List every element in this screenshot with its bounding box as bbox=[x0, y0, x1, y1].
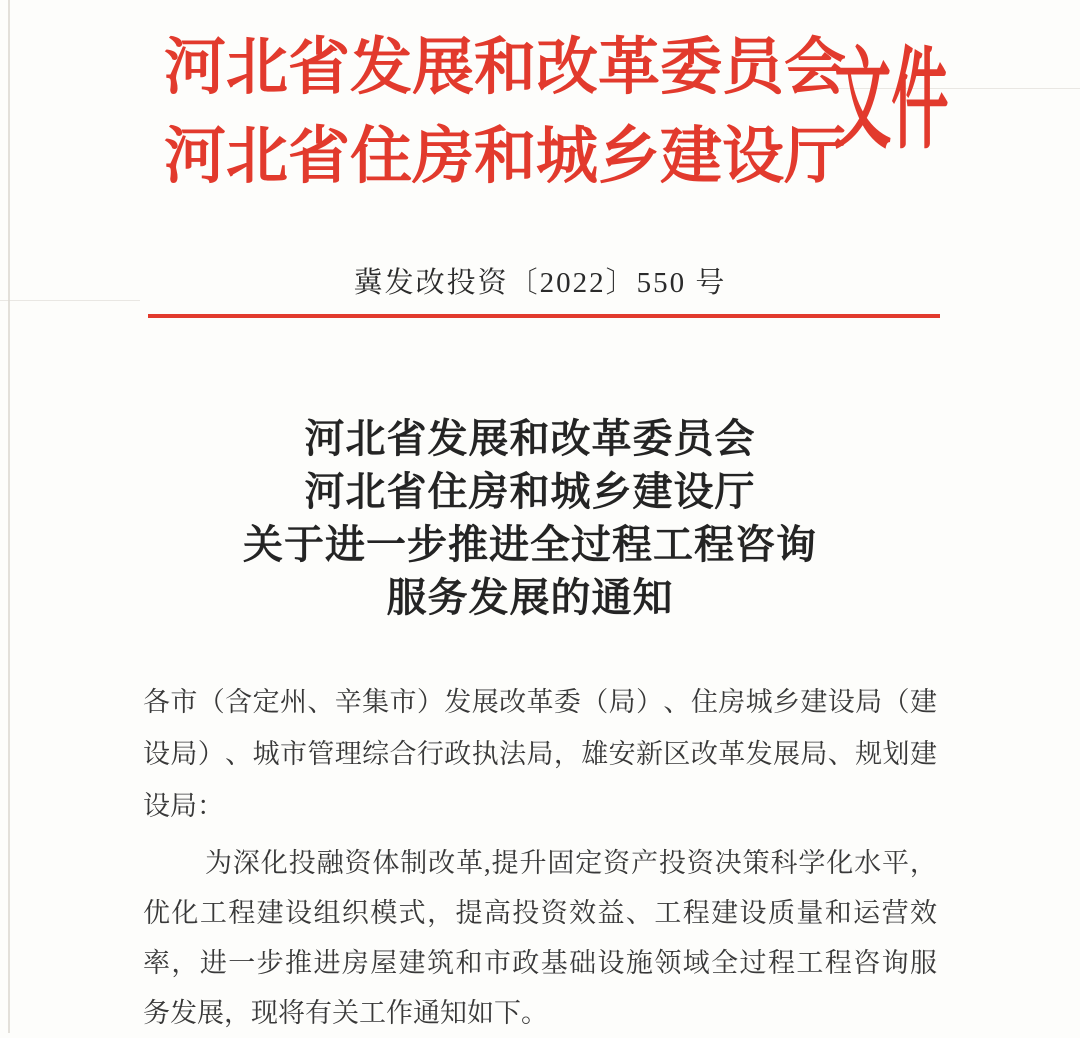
body-paragraph bbox=[143, 838, 937, 1038]
body-line: 为 深 化 投 融 资 体 制 改 革 , 提 升 固 定 资 产 投 资 决 策 科 学 化 水 平 ， bbox=[205, 848, 937, 878]
title-line-4: 服务发展的通知 bbox=[386, 575, 674, 620]
salutation-line: 设局： bbox=[143, 791, 224, 821]
letterhead bbox=[55, 24, 955, 202]
body-line: 优 化 工 程 建 设 组 织 模 式 ， 提 高 投 资 效 益 、 工 程 建 设 质 量 和 运 营 效 bbox=[143, 898, 937, 928]
salutation bbox=[143, 676, 937, 832]
letterhead-org-line-1: 河北省发展和改革委员会 bbox=[163, 34, 846, 102]
doc-number: 冀发改投资〔2022〕550 号 bbox=[353, 267, 727, 299]
salutation-line: 各 市 （ 含 定 州 、 辛 集 市 ） 发 展 改 革 委 （ 局 ） 、 住 房 城 乡 建 设 局 （ 建 bbox=[143, 687, 937, 717]
title-line-1: 河北省发展和改革委员会 bbox=[304, 416, 756, 461]
title-line-3: 关于进一步推进全过程工程咨询 bbox=[243, 522, 817, 567]
document-title bbox=[10, 412, 1050, 624]
salutation-line: 设 局 ） 、 城 市 管 理 综 合 行 政 执 法 局 ， 雄 安 新 区 改 革 发 展 局 、 规 划 建 bbox=[143, 739, 937, 769]
scan-line-artifact-left bbox=[0, 300, 140, 301]
letterhead-org-line-2: 河北省住房和城乡建设厅 bbox=[163, 123, 846, 191]
doc-type-label: 文件 bbox=[834, 40, 949, 162]
red-separator-rule bbox=[148, 314, 940, 318]
title-line-2: 河北省住房和城乡建设厅 bbox=[304, 469, 756, 514]
body-line: 率 ， 进 一 步 推 进 房 屋 建 筑 和 市 政 基 础 设 施 领 域 全 过 程 工 程 咨 询 服 bbox=[143, 948, 937, 978]
body-line: 务发展，现将有关工作通知如下。 bbox=[143, 998, 548, 1028]
